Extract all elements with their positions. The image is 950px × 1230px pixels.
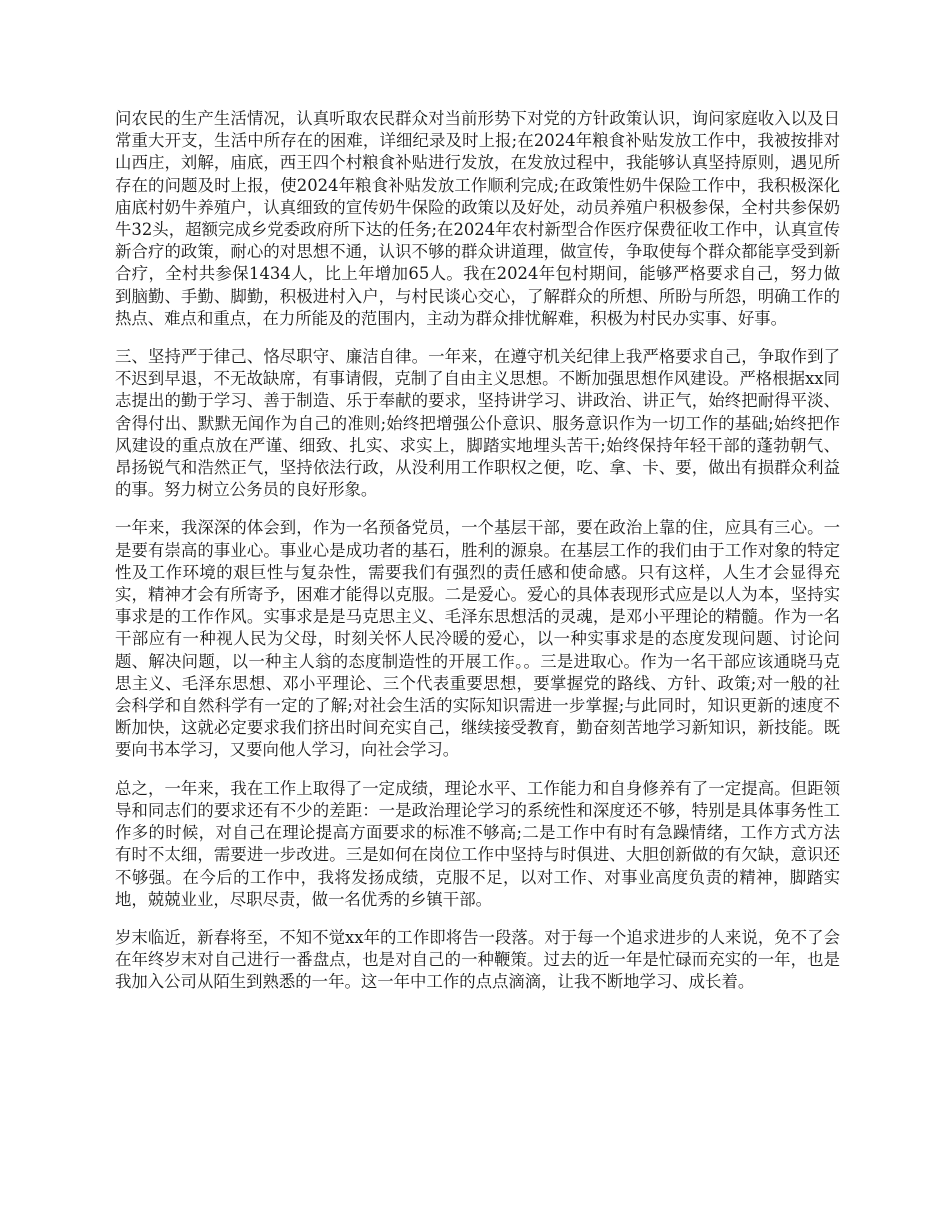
paragraph-year-end: 岁末临近，新春将至，不知不觉xx年的工作即将告一段落。对于每一个追求进步的人来说，免不了会在年终岁末对自己进行一番盘点，也是对自己的一种鞭策。过去的近一年是忙碌而充实的一年，也是我加入公司从陌生到熟悉的一年。这一年中工作的点点滴滴，让我不断地学习、成长着。 bbox=[115, 927, 840, 992]
paragraph-three-hearts: 一年来，我深深的体会到，作为一名预备党员，一个基层干部，要在政治上靠的住，应具有三心。一是要有崇高的事业心。事业心是成功者的基石，胜利的源泉。在基层工作的我们由于工作对象的特定性及工作环境的艰巨性与复杂性，需要我们有强烈的责任感和使命感。只有这样，人生才会显得充实，精神才会有所寄予，困难才能得以克服。二是爱心。爱心的具体表现形式应是以人为本，坚持实事求是的工作作风。实事求是是马克思主义、毛泽东思想活的灵魂，是邓小平理论的精髓。作为一名干部应有一种视人民为父母，时刻关怀人民冷暖的爱心，以一种实事求是的态度发现问题、讨论问题、解决问题，以一种主人翁的态度制造性的开展工作。。三是进取心。作为一名干部应该通晓马克思主义、毛泽东思想、邓小平理论、三个代表重要思想，要掌握党的路线、方针、政策;对一般的社会科学和自然科学有一定的了解;对社会生活的实际知识需进一步掌握;与此同时，知识更新的速度不断加快，这就必定要求我们挤出时间充实自己，继续接受教育，勤奋刻苦地学习新知识，新技能。既要向书本学习，又要向他人学习，向社会学习。 bbox=[115, 518, 840, 760]
document-page bbox=[115, 108, 840, 1010]
paragraph-summary: 总之，一年来，我在工作上取得了一定成绩，理论水平、工作能力和自身修养有了一定提高。但距领导和同志们的要求还有不少的差距：一是政治理论学习的系统性和深度还不够，特别是具体事务性工作多的时候，对自己在理论提高方面要求的标准不够高;二是工作中有时有急躁情绪，工作方式方法有时不太细，需要进一步改进。三是如何在岗位工作中坚持与时俱进、大胆创新做的有欠缺，意识还不够强。在今后的工作中，我将发扬成绩，克服不足，以对工作、对事业高度负责的精神，脚踏实地，兢兢业业，尽职尽责，做一名优秀的乡镇干部。 bbox=[115, 778, 840, 909]
paragraph-village-work: 问农民的生产生活情况，认真听取农民群众对当前形势下对党的方针政策认识，询问家庭收入以及日常重大开支，生活中所存在的困难，详细纪录及时上报;在2024年粮食补贴发放工作中，我被按排对山西庄，刘解，庙底，西王四个村粮食补贴进行发放，在发放过程中，我能够认真坚持原则，遇见所存在的问题及时上报，使2024年粮食补贴发放工作顺利完成;在政策性奶牛保险工作中，我积极深化庙底村奶牛养殖户，认真细致的宣传奶牛保险的政策以及好处，动员养殖户积极参保，全村共参保奶牛32头，超额完成乡党委政府所下达的任务;在2024年农村新型合作医疗保费征收工作中，认真宣传新合疗的政策，耐心的对思想不通，认识不够的群众讲道理，做宣传，争取使每个群众都能享受到新合疗，全村共参保1434人，比上年增加65人。我在2024年包村期间，能够严格要求自己，努力做到脑勤、手勤、脚勤，积极进村入户，与村民谈心交心，了解群众的所想、所盼与所怨，明确工作的热点、难点和重点，在力所能及的范围内，主动为群众排忧解难，积极为村民办实事、好事。 bbox=[115, 109, 840, 328]
paragraph-self-discipline: 三、坚持严于律己、恪尽职守、廉洁自律。一年来，在遵守机关纪律上我严格要求自己，争取作到了不迟到早退，不无故缺席，有事请假，克制了自由主义思想。不断加强思想作风建设。严格根据xx同志提出的勤于学习、善于制造、乐于奉献的要求，坚持讲学习、讲政治、讲正气，始终把耐得平淡、舍得付出、默默无闻作为自己的准则;始终把增强公仆意识、服务意识作为一切工作的基础;始终把作风建设的重点放在严谨、细致、扎实、求实上，脚踏实地埋头苦干;始终保持年轻干部的蓬勃朝气、昂扬锐气和浩然正气，坚持依法行政，从没利用工作职权之便，吃、拿、卡、要，做出有损群众利益的事。努力树立公务员的良好形象。 bbox=[115, 347, 840, 500]
